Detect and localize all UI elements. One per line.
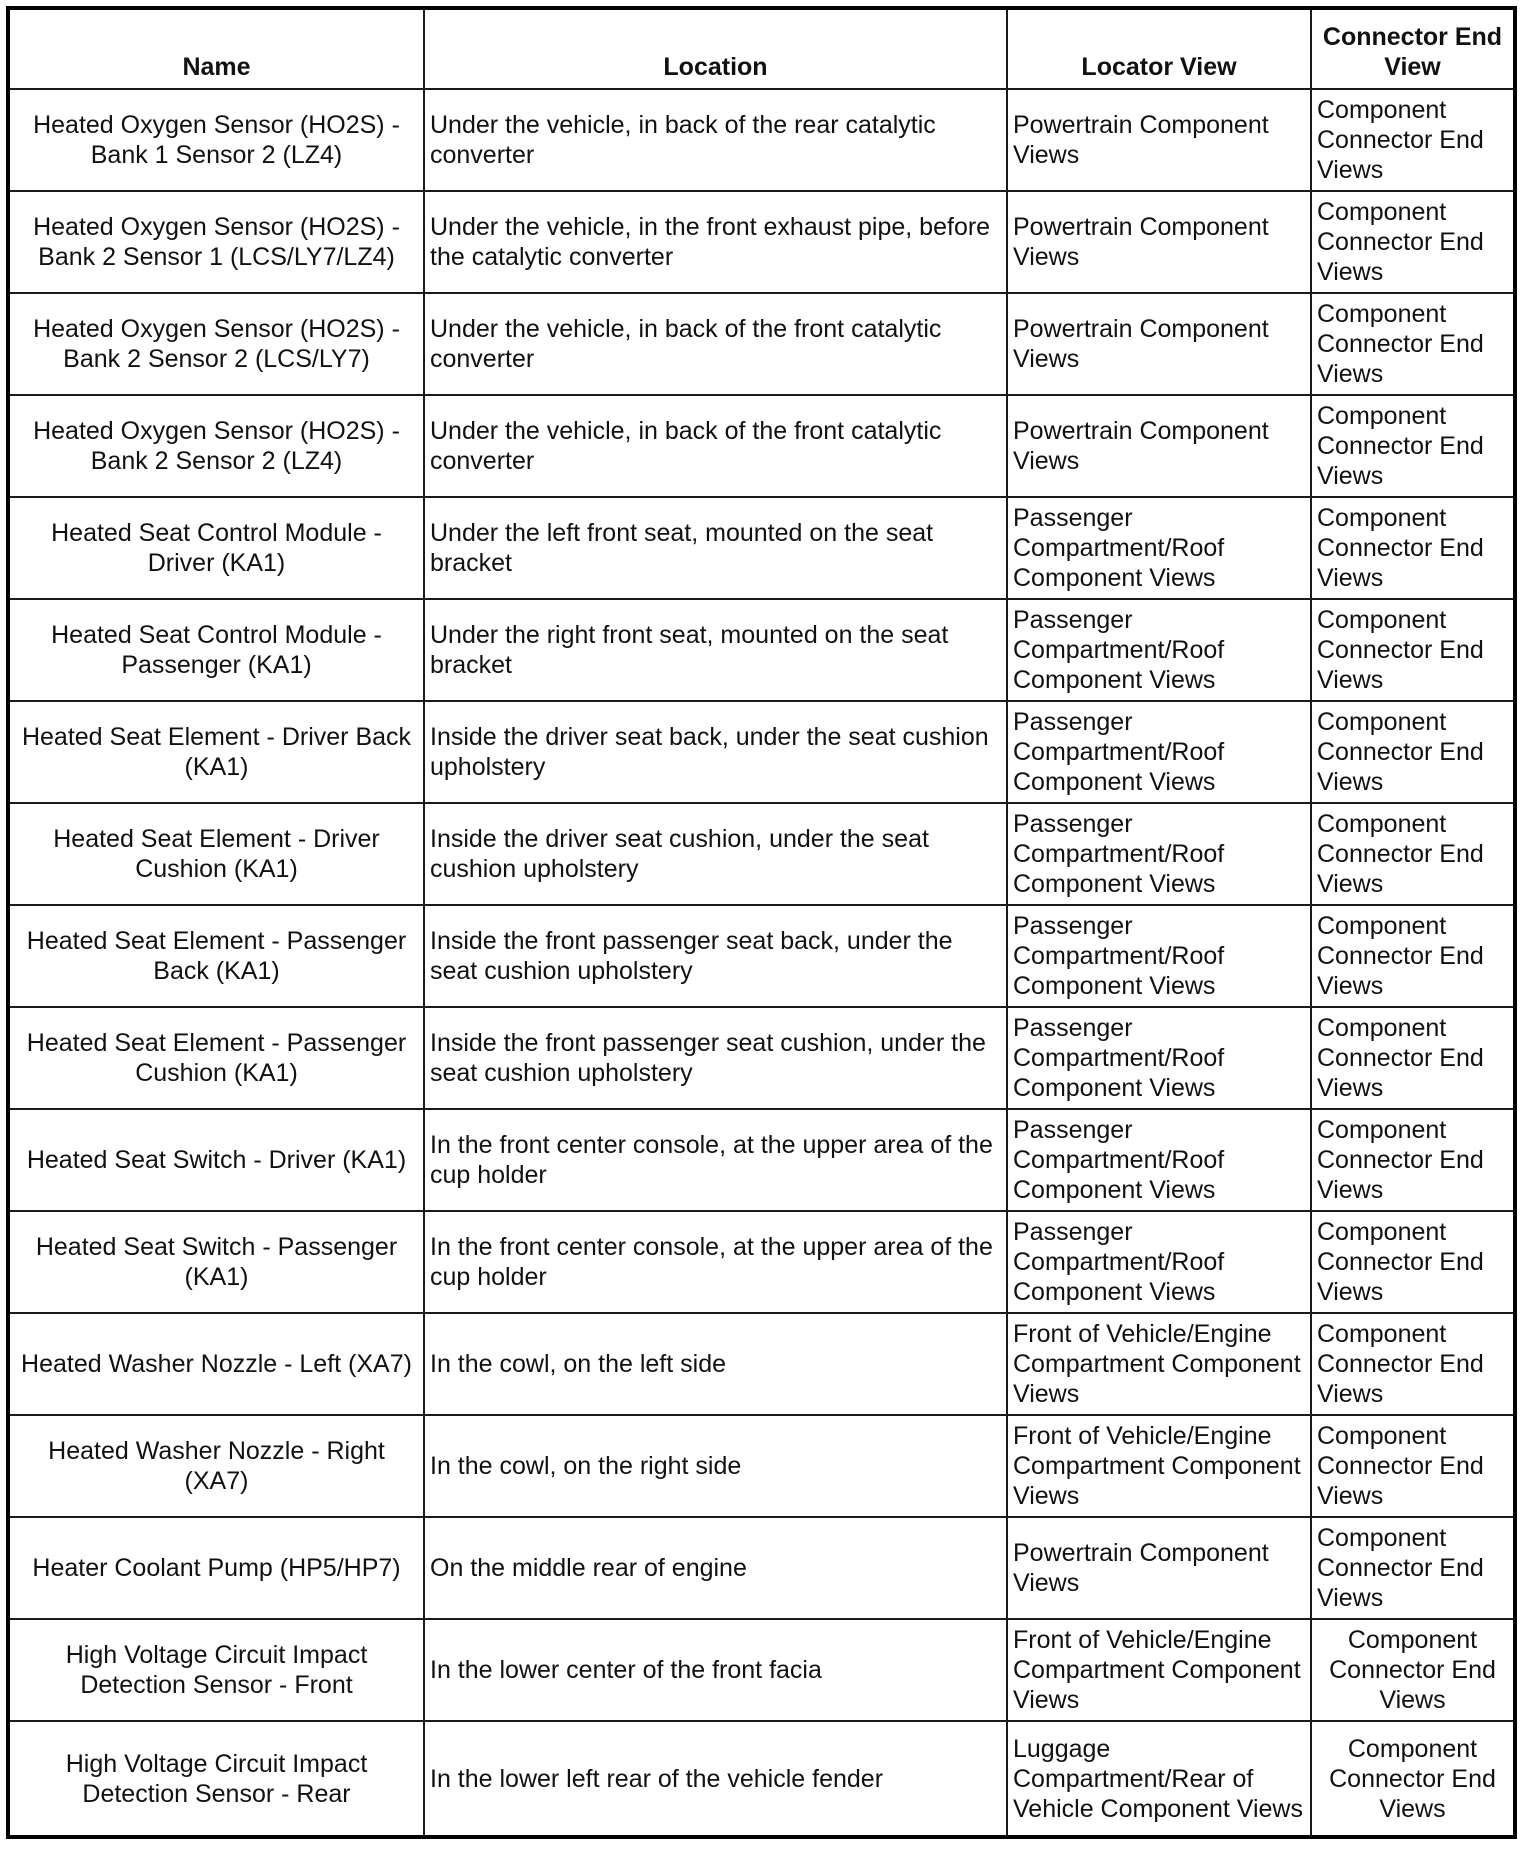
cell-name: Heated Seat Switch - Passenger (KA1): [8, 1211, 424, 1313]
cell-connector-end-view: Component Connector End Views: [1311, 89, 1515, 191]
cell-locator-view: Passenger Compartment/Roof Component Views: [1007, 497, 1311, 599]
cell-location: In the lower left rear of the vehicle fender: [424, 1721, 1007, 1837]
cell-location: Under the vehicle, in the front exhaust pipe, before the catalytic converter: [424, 191, 1007, 293]
cell-name: Heater Coolant Pump (HP5/HP7): [8, 1517, 424, 1619]
table-row: [8, 1007, 1515, 1109]
cell-location: In the cowl, on the left side: [424, 1313, 1007, 1415]
header-row: [8, 8, 1515, 89]
cell-connector-end-view: Component Connector End Views: [1311, 1415, 1515, 1517]
cell-locator-view: Passenger Compartment/Roof Component Views: [1007, 1109, 1311, 1211]
cell-locator-view: Passenger Compartment/Roof Component Views: [1007, 599, 1311, 701]
cell-name: Heated Oxygen Sensor (HO2S) - Bank 1 Sensor 2 (LZ4): [8, 89, 424, 191]
cell-name: Heated Seat Element - Driver Cushion (KA1): [8, 803, 424, 905]
header-name: Name: [8, 8, 424, 89]
table-row: [8, 803, 1515, 905]
cell-name: Heated Seat Element - Passenger Cushion (KA1): [8, 1007, 424, 1109]
cell-name: Heated Oxygen Sensor (HO2S) - Bank 2 Sensor 2 (LCS/LY7): [8, 293, 424, 395]
cell-name: Heated Seat Control Module - Passenger (KA1): [8, 599, 424, 701]
cell-location: In the front center console, at the upper area of the cup holder: [424, 1109, 1007, 1211]
cell-locator-view: Powertrain Component Views: [1007, 293, 1311, 395]
cell-location: Inside the driver seat cushion, under the seat cushion upholstery: [424, 803, 1007, 905]
table-row: [8, 497, 1515, 599]
cell-connector-end-view: Component Connector End Views: [1311, 1109, 1515, 1211]
cell-connector-end-view: Component Connector End Views: [1311, 191, 1515, 293]
table-row: [8, 905, 1515, 1007]
cell-location: On the middle rear of engine: [424, 1517, 1007, 1619]
cell-location: Under the left front seat, mounted on the seat bracket: [424, 497, 1007, 599]
cell-locator-view: Passenger Compartment/Roof Component Views: [1007, 701, 1311, 803]
cell-location: In the cowl, on the right side: [424, 1415, 1007, 1517]
table-row: [8, 89, 1515, 191]
cell-locator-view: Luggage Compartment/Rear of Vehicle Component Views: [1007, 1721, 1311, 1837]
cell-name: Heated Washer Nozzle - Right (XA7): [8, 1415, 424, 1517]
table-row: [8, 395, 1515, 497]
cell-connector-end-view: Component Connector End Views: [1311, 905, 1515, 1007]
cell-locator-view: Powertrain Component Views: [1007, 191, 1311, 293]
cell-locator-view: Passenger Compartment/Roof Component Views: [1007, 905, 1311, 1007]
cell-location: Inside the front passenger seat back, under the seat cushion upholstery: [424, 905, 1007, 1007]
cell-location: In the front center console, at the upper area of the cup holder: [424, 1211, 1007, 1313]
cell-location: In the lower center of the front facia: [424, 1619, 1007, 1721]
table-row: [8, 1313, 1515, 1415]
cell-locator-view: Powertrain Component Views: [1007, 89, 1311, 191]
cell-connector-end-view: Component Connector End Views: [1311, 1619, 1515, 1721]
cell-location: Under the vehicle, in back of the front catalytic converter: [424, 395, 1007, 497]
cell-connector-end-view: Component Connector End Views: [1311, 293, 1515, 395]
table-row: [8, 191, 1515, 293]
table-row: [8, 1211, 1515, 1313]
table-row: [8, 1721, 1515, 1837]
table-row: [8, 599, 1515, 701]
cell-location: Under the vehicle, in back of the front catalytic converter: [424, 293, 1007, 395]
header-location: Location: [424, 8, 1007, 89]
cell-connector-end-view: Component Connector End Views: [1311, 1007, 1515, 1109]
cell-name: High Voltage Circuit Impact Detection Sensor - Front: [8, 1619, 424, 1721]
table-row: [8, 293, 1515, 395]
cell-connector-end-view: Component Connector End Views: [1311, 803, 1515, 905]
cell-locator-view: Passenger Compartment/Roof Component Views: [1007, 1211, 1311, 1313]
cell-locator-view: Passenger Compartment/Roof Component Views: [1007, 1007, 1311, 1109]
cell-name: Heated Seat Control Module - Driver (KA1): [8, 497, 424, 599]
table-row: [8, 1109, 1515, 1211]
cell-name: Heated Washer Nozzle - Left (XA7): [8, 1313, 424, 1415]
table-row: [8, 1517, 1515, 1619]
cell-locator-view: Front of Vehicle/Engine Compartment Component Views: [1007, 1619, 1311, 1721]
cell-name: Heated Oxygen Sensor (HO2S) - Bank 2 Sensor 1 (LCS/LY7/LZ4): [8, 191, 424, 293]
cell-locator-view: Powertrain Component Views: [1007, 395, 1311, 497]
cell-locator-view: Front of Vehicle/Engine Compartment Component Views: [1007, 1415, 1311, 1517]
cell-name: High Voltage Circuit Impact Detection Sensor - Rear: [8, 1721, 424, 1837]
header-locator-view: Locator View: [1007, 8, 1311, 89]
cell-connector-end-view: Component Connector End Views: [1311, 1211, 1515, 1313]
cell-name: Heated Seat Element - Driver Back (KA1): [8, 701, 424, 803]
cell-locator-view: Passenger Compartment/Roof Component Views: [1007, 803, 1311, 905]
cell-locator-view: Front of Vehicle/Engine Compartment Component Views: [1007, 1313, 1311, 1415]
cell-connector-end-view: Component Connector End Views: [1311, 497, 1515, 599]
cell-location: Inside the driver seat back, under the seat cushion upholstery: [424, 701, 1007, 803]
cell-location: Inside the front passenger seat cushion, under the seat cushion upholstery: [424, 1007, 1007, 1109]
cell-connector-end-view: Component Connector End Views: [1311, 599, 1515, 701]
cell-location: Under the vehicle, in back of the rear catalytic converter: [424, 89, 1007, 191]
cell-connector-end-view: Component Connector End Views: [1311, 1517, 1515, 1619]
cell-connector-end-view: Component Connector End Views: [1311, 395, 1515, 497]
cell-connector-end-view: Component Connector End Views: [1311, 1313, 1515, 1415]
cell-location: Under the right front seat, mounted on the seat bracket: [424, 599, 1007, 701]
table-row: [8, 701, 1515, 803]
cell-connector-end-view: Component Connector End Views: [1311, 1721, 1515, 1837]
cell-name: Heated Oxygen Sensor (HO2S) - Bank 2 Sensor 2 (LZ4): [8, 395, 424, 497]
table-row: [8, 1415, 1515, 1517]
cell-name: Heated Seat Element - Passenger Back (KA1): [8, 905, 424, 1007]
header-connector-end-view: Connector End View: [1311, 8, 1515, 89]
cell-connector-end-view: Component Connector End Views: [1311, 701, 1515, 803]
cell-locator-view: Powertrain Component Views: [1007, 1517, 1311, 1619]
cell-name: Heated Seat Switch - Driver (KA1): [8, 1109, 424, 1211]
component-locator-table: [6, 6, 1517, 1839]
table-row: [8, 1619, 1515, 1721]
